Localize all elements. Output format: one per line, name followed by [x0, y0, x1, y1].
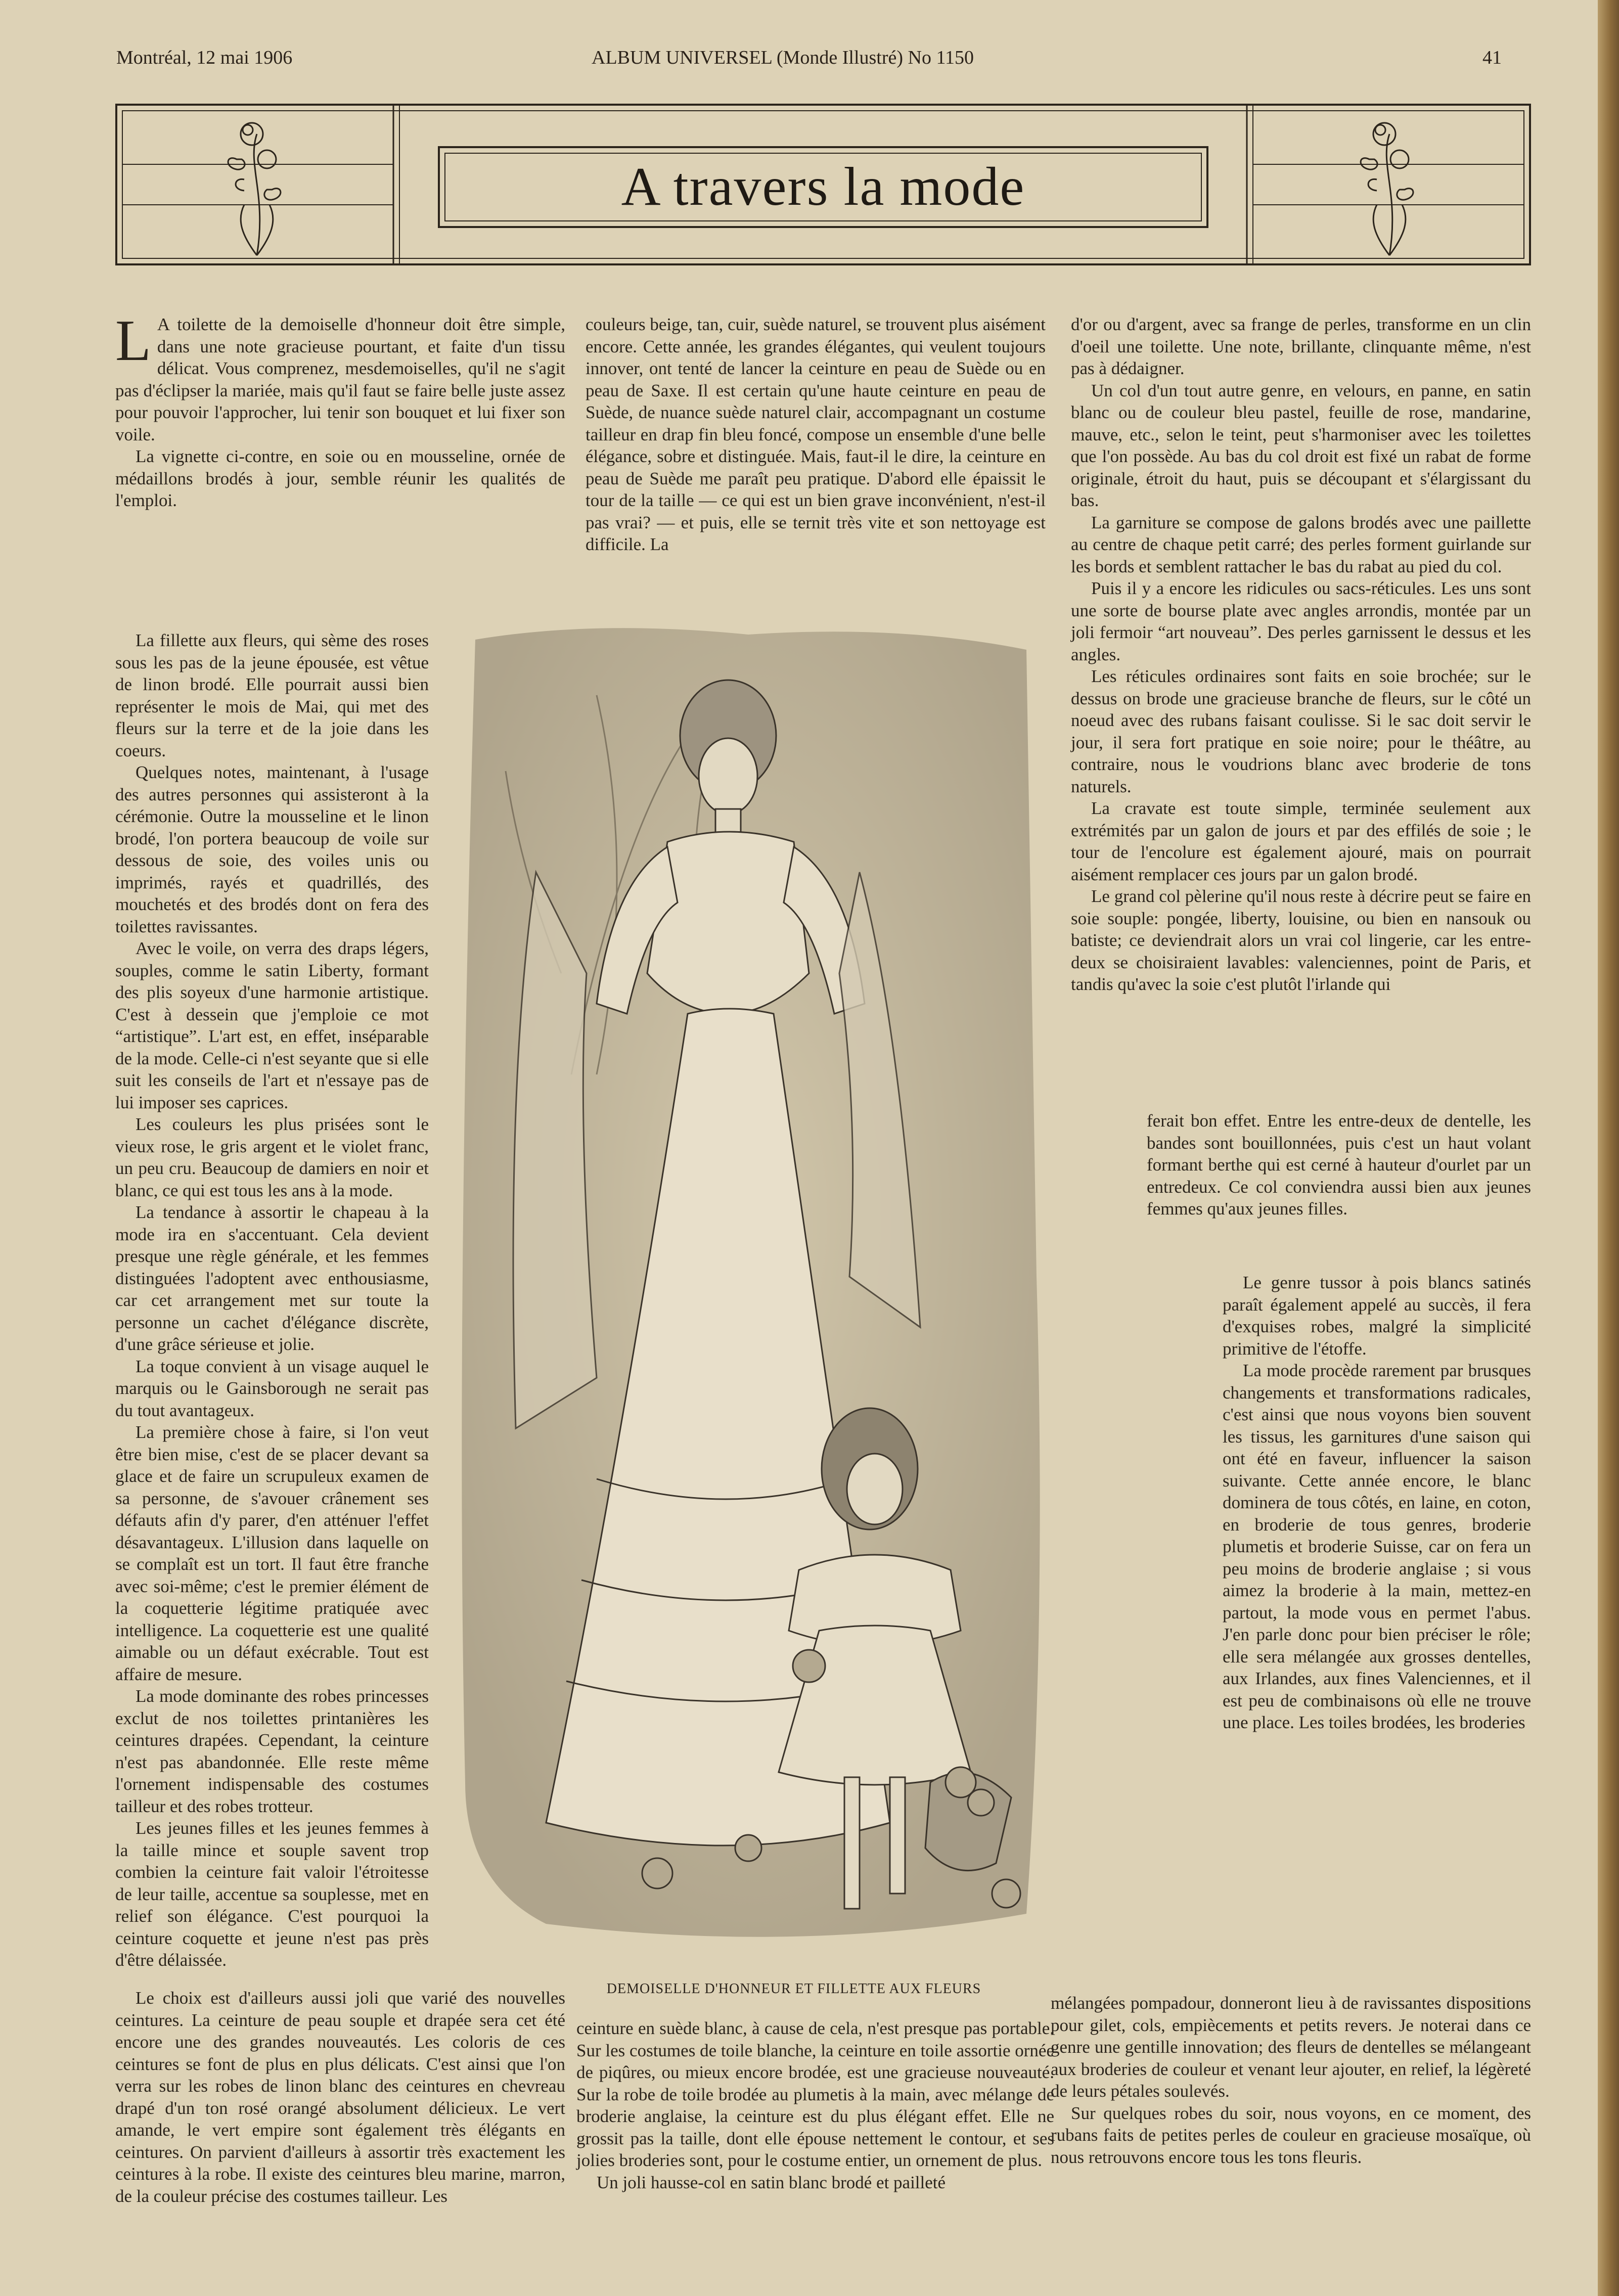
paragraph: d'or ou d'argent, avec sa frange de perles, transforme en un clin d'oeil une toilette. Une note, brillante, clinquante même, n'est pas à dédaigner.: [1071, 314, 1531, 378]
column-1-middle: [115, 629, 429, 1971]
paragraph: Les réticules ordinaires sont faits en soie brochée; sur le dessus on brode une gracieuse branche de fleurs, sur le côté un noeud avec des rubans faisant coulisse. Si le sac doit servir le jour, il sera fort pratique en soie noire; pour le théâtre, au contraire, nous le voudrions blanc avec broderie de tons naturels.: [1071, 666, 1531, 796]
paragraph: La vignette ci-contre, en soie ou en mousseline, ornée de médaillons brodés à jour, semble réunir les qualités de l'emploi.: [115, 446, 565, 510]
paragraph: Avec le voile, on verra des draps légers, souples, comme le satin Liberty, formant des plis soyeux d'une harmonie artistique. C'est à dessein que j'emploie ce mot “artistique”. L'art est, en effet, inséparable de la mode. Celle-ci n'est seyante que si elle suit les conseils de l'art et n'essaye pas de lui imposer ses caprices.: [115, 938, 429, 1112]
paragraph: Le genre tussor à pois blancs satinés paraît également appelé au succès, il fera d'exquises robes, malgré la simplicité primitive de l'étoffe.: [1223, 1273, 1531, 1359]
paragraph-text: A toilette de la demoiselle d'honneur doit être simple, dans une note gracieuse pourtant, et faite d'un tissu délicat. Vous comprenez, mesdemoiselles, qu'il ne s'agit pas d'éclipser la mariée, mais qu'il faut se faire belle juste assez pour pouvoir l'approcher, lui tenir son bouquet et lui fixer son voile.: [115, 314, 565, 444]
paragraph: Un col d'un tout autre genre, en velours, en panne, en satin blanc ou de couleur bleu pastel, feuille de rose, mandarine, mauve, etc., selon le teint, peut s'harmoniser avec les toilettes que l'on possède. Au bas du col droit est fixé un rabat de forme originale, étroit du haut, puis se découpant et s'élargissant du bas.: [1071, 380, 1531, 510]
paragraph: Un joli hausse-col en satin blanc brodé et pailleté: [597, 2172, 946, 2192]
column-3-bottom: [1051, 1992, 1531, 2168]
page-binding-edge: [1598, 0, 1619, 2296]
illustration-caption: DEMOISELLE D'HONNEUR ET FILLETTE AUX FLEURS: [606, 1981, 981, 1997]
paragraph: Les jeunes filles et les jeunes femmes à la taille mince et souple savent trop combien la ceinture fait valoir l'étroitesse de leur taille, accentue sa souplesse, met en relief son élégance. C'est pourquoi la ceinture coquette et jeune n'est pas près d'être délaissée.: [115, 1818, 429, 1970]
paragraph: La première chose à faire, si l'on veut être bien mise, c'est de se placer devant sa glace et de faire un scrupuleux examen de sa personne, de s'avouer crânement ses défauts afin d'y parer, d'en atténuer l'effet désavantageux. L'illusion dans laquelle on se complaît est un tort. Il faut être franche avec soi-même; c'est le premier élément de la coquetterie légitime pratiquée avec intelligence. La coquetterie est une qualité aimable ou un défaut exécrable. Tout est affaire de mesure.: [115, 1422, 429, 1684]
running-head: [116, 47, 1502, 77]
column-1-top: [115, 308, 565, 512]
title-banner: [115, 104, 1531, 265]
column-3-top: [1071, 313, 1531, 996]
paragraph: La toque convient à un visage auquel le marquis ou le Gainsborough ne serait pas du tout avantageux.: [115, 1356, 429, 1420]
paragraph: La garniture se compose de galons brodés avec une paillette au centre de chaque petit carré; des perles forment guirlande sur les bords et semblent rattacher le bas du rabat au pied du col.: [1071, 512, 1531, 576]
header-date: Montréal, 12 mai 1906: [116, 47, 293, 68]
column-2-top: [586, 313, 1046, 556]
left-rose-ornament-icon: [228, 123, 281, 255]
paragraph: ferait bon effet. Entre les entre-deux de dentelle, les bandes sont bouillonnées, puis c'est un haut volant formant berthe qui est cerné à hauteur d'ourlet par un entredeux. Ce col conviendra aussi bien aux jeunes femmes qu'aux jeunes filles.: [1147, 1111, 1531, 1219]
paragraph: La mode dominante des robes princesses exclut de nos toilettes printanières les ceintures drapées. Cependant, la ceinture n'est pas abandonnée. Elle reste même l'ornement indispensable des costumes tailleur et des robes trotteur.: [115, 1686, 429, 1816]
column-3-inset-b: [1223, 1272, 1531, 1734]
paragraph: Sur quelques robes du soir, nous voyons, en ce moment, des rubans faits de petites perles de couleur en gracieuse mosaïque, où nous retrouvons encore tous les tons fleuris.: [1051, 2103, 1531, 2167]
paragraph: mélangées pompadour, donneront lieu à de ravissantes dispositions pour gilet, cols, empiècements et petits revers. Je noterai dans ce genre une gentille innovation; des fleurs de dentelles se mélangeant aux broderies de couleur et venant leur ajouter, en relief, la légèreté de leurs pétales soulevés.: [1051, 1993, 1531, 2101]
fashion-illustration: [445, 619, 1052, 1964]
paragraph: ceinture en suède blanc, à cause de cela, n'est presque pas portable. Sur les costumes de toile blanche, la ceinture en toile assortie ornée de piqûres, ou mieux encore brodée, est une gracieuse nouveauté. Sur la robe de toile brodée au plumetis à la main, avec mélange de broderie anglaise, la ceinture est du plus élégant effet. Elle ne grossit pas la taille, dont elle épouse nettement le contour, et ses jolies broderies sont, pour le costume entier, un ornement de plus.: [576, 2018, 1054, 2170]
column-1-bottom: [115, 1987, 565, 2207]
paragraph: [115, 308, 565, 445]
paragraph: Le choix est d'ailleurs aussi joli que varié des nouvelles ceintures. La ceinture de peau souple et drapée sera cet été encore une des grandes nouveautés. Les coloris de ces ceintures se font de plus en plus délicats. C'est ainsi que l'on verra sur les robes de linon blanc des ceintures en chevreau drapé d'un ton rosé orangé absolument délicieux. Le vert amande, le vert empire sont également très élégants en ceintures. On parvient d'ailleurs à assortir très exactement les ceintures à la robe. Il existe des ceintures bleu marine, marron, de la couleur précise des costumes tailleur. Les: [115, 1988, 565, 2206]
bridesmaid-and-flower-girl-image: [445, 619, 1052, 1964]
column-3-inset-a: [1147, 1110, 1531, 1220]
paragraph: La tendance à assortir le chapeau à la mode ira en s'accentuant. Cela devient presque une règle générale, et les femmes distinguées l'adoptent avec enthousiasme, car cet arrangement met sur toute la personne un cachet d'élégance discrète, d'une grâce sérieuse et jolie.: [115, 1202, 429, 1354]
paragraph: couleurs beige, tan, cuir, suède naturel, se trouvent plus aisément encore. Cette année, les grandes élégantes, qui veulent toujours innover, ont tenté de lancer la ceinture en peau de Suède ou en peau de Saxe. Il est certain qu'une haute ceinture en peau de Suède, de nuance suède naturel clair, accompagnant un costume tailleur en drap fin bleu foncé, compose un ensemble d'une belle élégance, sobre et distinguée. Mais, faut-il le dire, la ceinture en peau de Suède me paraît peu pratique. D'abord elle épaissit le tour de la taille — ce qui est un bien grave inconvénient, n'est-il pas vrai? — et puis, elle se ternit très vite et son nettoyage est difficile. La: [586, 314, 1046, 554]
column-2-bottom: [576, 2017, 1054, 2193]
page-title: A travers la mode: [621, 157, 1025, 217]
header-publication: ALBUM UNIVERSEL (Monde Illustré) No 1150: [592, 47, 974, 68]
paragraph: Le grand col pèlerine qu'il nous reste à décrire peut se faire en soie souple: pongée, liberty, louisine, ou bien en nansouk ou batiste; ce deviendrait alors un vrai col lingerie, car les entre-deux se choisiraient lavables: valenciennes, point de Paris, et tandis qu'avec la soie c'est plutôt l'irlande qui: [1071, 886, 1531, 994]
paragraph: Les couleurs les plus prisées sont le vieux rose, le gris argent et le violet franc, un peu cru. Beaucoup de damiers en noir et blanc, ce qui est tous les ans à la mode.: [115, 1114, 429, 1200]
paragraph: La fillette aux fleurs, qui sème des roses sous les pas de la jeune épousée, est vêtue de linon brodé. Elle pourrait aussi bien représenter le mois de Mai, qui met des fleurs sur la terre et de la joie dans les coeurs.: [115, 631, 429, 760]
paragraph: La cravate est toute simple, terminée seulement aux extrémités par un galon de jours et par des effilés de soie ; le tour de l'encolure est également ajouré, mais on pourrait aisément remplacer ces jours par un galon brodé.: [1071, 798, 1531, 884]
paragraph: La mode procède rarement par brusques changements et transformations radicales, c'est ainsi que nous voyons bien souvent les tissus, les garnitures d'une saison qui ont été en faveur, influencer la saison suivante. Cette année encore, le blanc dominera de tous côtés, en laine, en coton, en broderie de tous genres, broderie plumetis et broderie Suisse, car on fera un peu moins de broderie anglaise ; si vous aimez la broderie à la main, mettez-en partout, la mode vous en permet l'abus. J'en parle donc pour bien préciser le rôle; elle sera mélangée aux grosses dentelles, aux Irlandes, aux fines Valenciennes, et il est peu de combinaisons où elle ne trouve une place. Les toiles brodées, les broderies: [1223, 1361, 1531, 1732]
right-rose-ornament-icon: [1361, 123, 1413, 255]
paragraph: Quelques notes, maintenant, à l'usage des autres personnes qui assisteront à la cérémonie. Outre la mousseline et le linon brodé, l'on portera beaucoup de voile sur dessous de soie, des voiles unis ou imprimés, rayés et quadrillés, des mouchetés et des brodés dont on fera des toilettes ravissantes.: [115, 762, 429, 936]
header-page-number: 41: [1482, 47, 1502, 68]
paragraph: Puis il y a encore les ridicules ou sacs-réticules. Les uns sont une sorte de bourse plate avec angles arrondis, montée par un joli fermoir “art nouveau”. Des perles garnissent le dessus et les angles.: [1071, 578, 1531, 664]
drop-cap: L: [115, 308, 151, 373]
